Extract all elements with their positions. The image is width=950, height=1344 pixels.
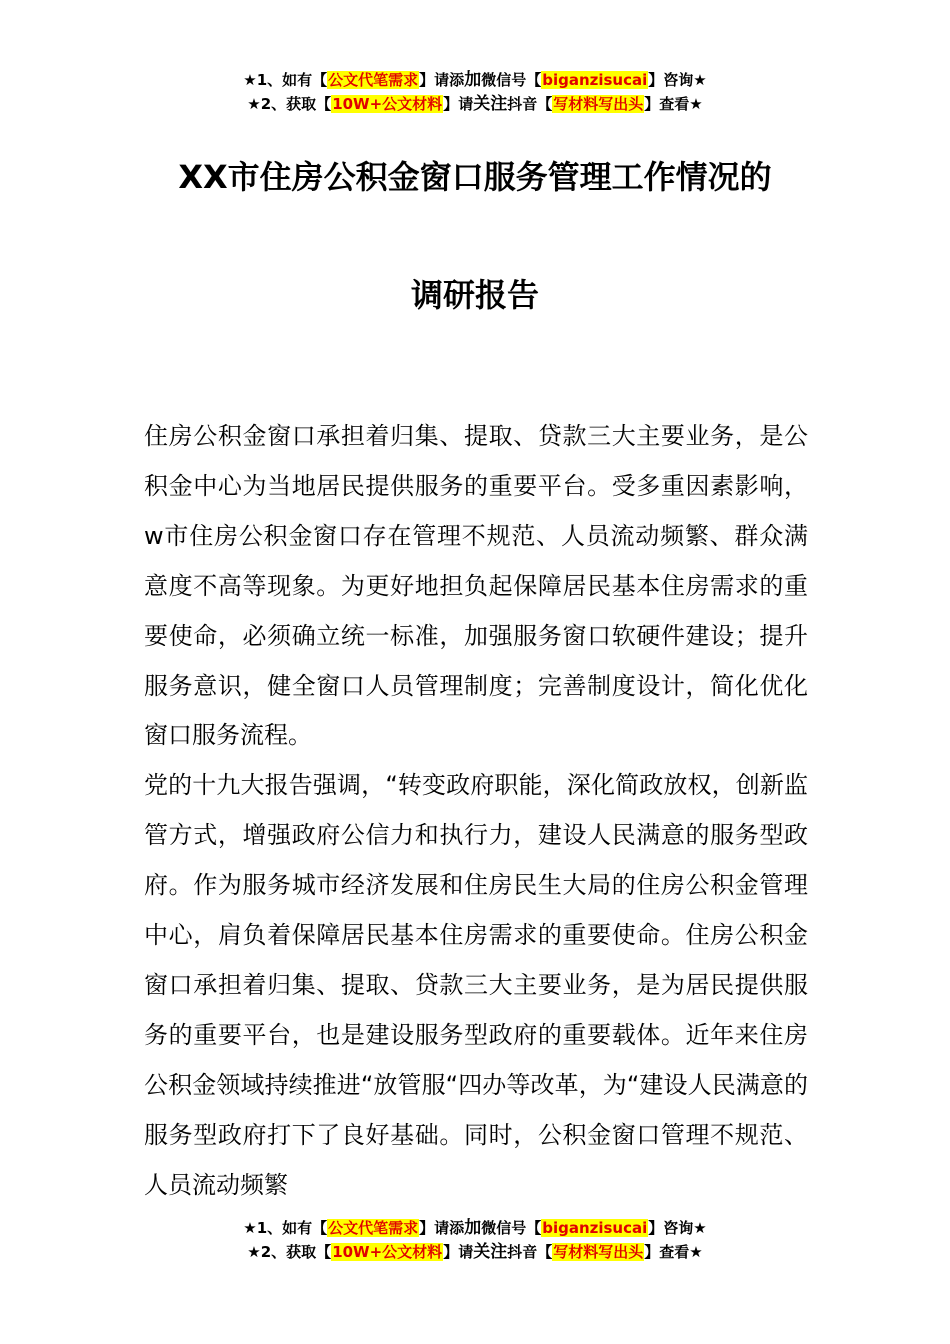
- header-banner-line-1: [0, 68, 950, 92]
- header-line2-prefix: ★2、获取【: [247, 95, 332, 113]
- footer-line2-middle-a: 】请: [443, 1243, 474, 1261]
- footer-line2-suffix: 】查看★: [644, 1243, 703, 1261]
- footer-line2-highlight-douyin: 写材料写出头: [553, 1243, 644, 1261]
- document-body: [144, 412, 808, 1211]
- body-paragraph-1: 住房公积金窗口承担着归集、提取、贷款三大主要业务，是公积金中心为当地居民提供服务的重要平台。受多重因素影响，w市住房公积金窗口存在管理不规范、人员流动频繁、群众满意度不高等现象。为更好地担负起保障居民基本住房需求的重要使命，必须确立统一标准，加强服务窗口软硬件建设；提升服务意识，健全窗口人员管理制度；完善制度设计，简化优化窗口服务流程。: [144, 422, 808, 750]
- header-line1-middle-a: 】请添: [419, 71, 465, 89]
- footer-line1-suffix: 】咨询★: [648, 1219, 707, 1237]
- header-line2-emphasis: 关注: [473, 94, 508, 114]
- header-line1-suffix: 】咨询★: [648, 71, 707, 89]
- header-line1-emphasis: 加: [464, 70, 482, 90]
- header-line2-middle-a: 】请: [443, 95, 474, 113]
- footer-line1-highlight-wechat: biganzisucai: [542, 1219, 648, 1237]
- header-line1-highlight-service: 公文代笔需求: [328, 71, 419, 89]
- footer-banner-line-2: [0, 1240, 950, 1264]
- footer-line2-prefix: ★2、获取【: [247, 1243, 332, 1261]
- header-line2-highlight-materials: 10W+公文材料: [332, 95, 443, 113]
- footer-line1-prefix: ★1、如有【: [243, 1219, 328, 1237]
- document-title-line-1: XX市住房公积金窗口服务管理工作情况的: [178, 158, 772, 196]
- header-banner: [0, 68, 950, 116]
- header-banner-line-2: [0, 92, 950, 116]
- header-line1-highlight-wechat: biganzisucai: [542, 71, 648, 89]
- header-line2-highlight-douyin: 写材料写出头: [553, 95, 644, 113]
- footer-line1-emphasis: 加: [464, 1218, 482, 1238]
- footer-banner-line-1: [0, 1216, 950, 1240]
- header-line1-middle-b: 微信号【: [481, 71, 542, 89]
- footer-line2-highlight-materials: 10W+公文材料: [332, 1243, 443, 1261]
- footer-line2-emphasis: 关注: [473, 1242, 508, 1262]
- document-title-line-2: 调研报告: [410, 276, 539, 314]
- footer-line1-highlight-service: 公文代笔需求: [328, 1219, 419, 1237]
- header-line2-suffix: 】查看★: [644, 95, 703, 113]
- header-line2-middle-b: 抖音【: [507, 95, 553, 113]
- body-paragraph-2: 党的十九大报告强调，“转变政府职能，深化简政放权，创新监管方式，增强政府公信力和执行力，建设人民满意的服务型政府。作为服务城市经济发展和住房民生大局的住房公积金管理中心，肩负着保障居民基本住房需求的重要使命。住房公积金窗口承担着归集、提取、贷款三大主要业务，是为居民提供服务的重要平台，也是建设服务型政府的重要载体。近年来住房公积金领域持续推进“放管服“四办等改革，为“建设人民满意的服务型政府打下了良好基础。同时，公积金窗口管理不规范、人员流动频繁: [144, 771, 808, 1199]
- footer-line2-middle-b: 抖音【: [507, 1243, 553, 1261]
- header-line1-prefix: ★1、如有【: [243, 71, 328, 89]
- footer-line1-middle-a: 】请添: [419, 1219, 465, 1237]
- footer-banner: [0, 1216, 950, 1264]
- footer-line1-middle-b: 微信号【: [481, 1219, 542, 1237]
